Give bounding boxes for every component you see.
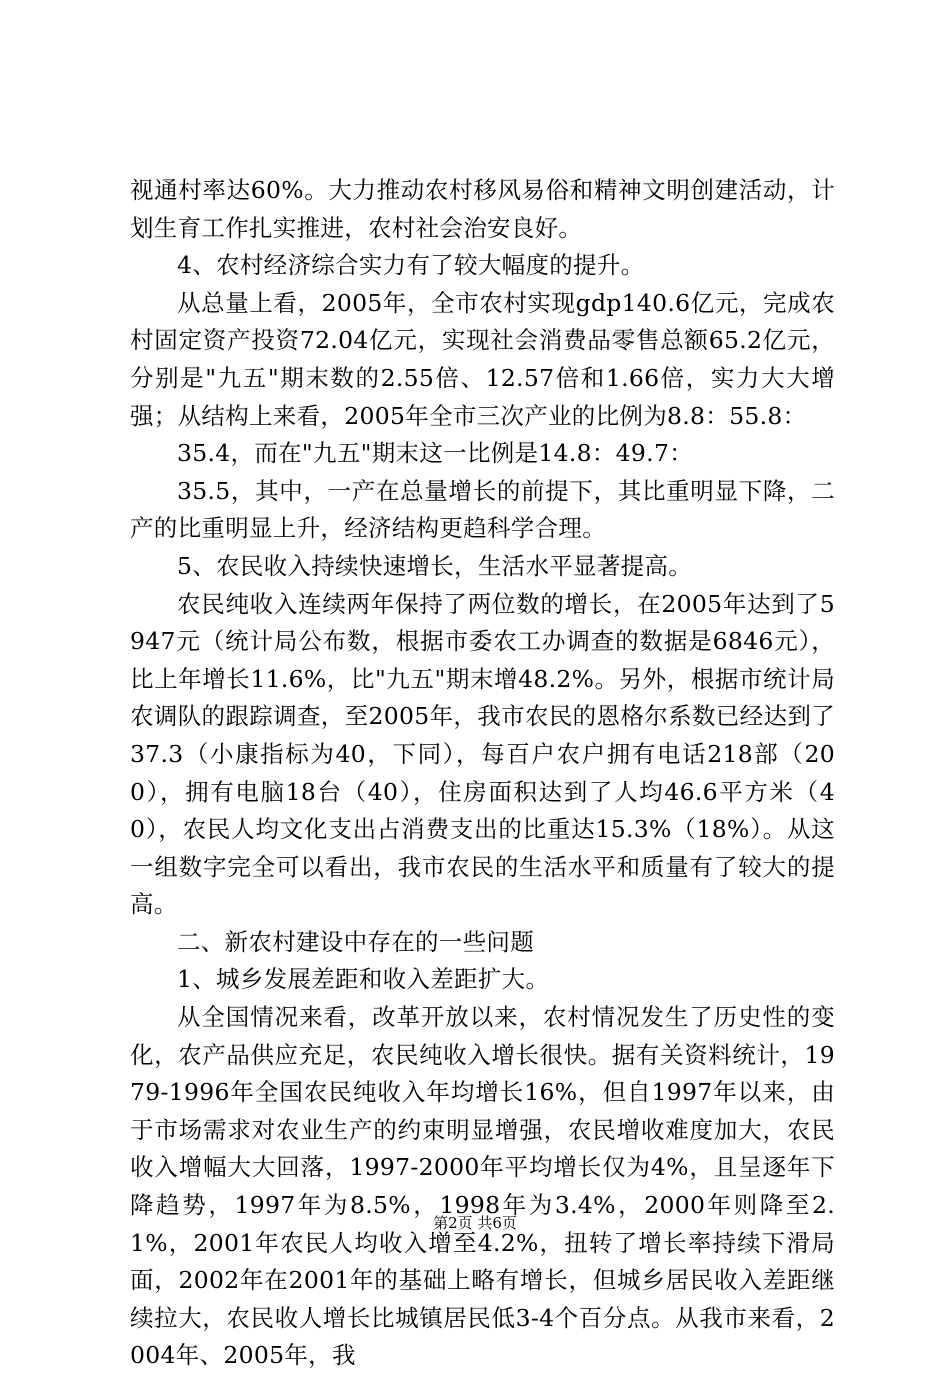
paragraph-7: 农民纯收入连续两年保持了两位数的增长，在2005年达到了5947元（统计局公布数，根据市委农工办调查的数据是6846元），比上年增长11.6%，比"九五"期末增48.2%。另外，根据市统计局农调队的跟踪调查，至2005年，我市农民的恩格尔系数已经达到了37.3（小康指标为40，下同），每百户农户拥有电话218部（200），拥有电脑18台（40），住房面积达到了人均46.6平方米（40），农民人均文化支出占消费支出的比重达15.3%（18%）。从这一组数字完全可以看出，我市农民的生活水平和质量有了较大的提高。 <box>130 589 835 919</box>
paragraph-2: 4、农村经济综合实力有了较大幅度的提升。 <box>177 251 645 280</box>
page-footer: 第2页 共6页 <box>433 1214 517 1232</box>
paragraph-10: 从全国情况来看，改革开放以来，农村情况发生了历史性的变化，农产品供应充足，农民纯收入增长很快。据有关资料统计，1979-1996年全国农民纯收入年均增长16%，但自1997年以来，由于市场需求对农业生产的约束明显增强，农民增收难度加大，农民收入增幅大大回落，1997-2000年平均增长仅为4%，且呈逐年下降趋势，1997年为8.5%，1998年为3.4%，2000年则降至2.1%，2001年农民人均收入增至4.2%，扭转了增长率持续下滑局面，2002年在2001年的基础上略有增长，但城乡居民收入差距继续拉大，农民收人增长比城镇居民低3-4个百分点。从我市来看，2004年、2005年，我 <box>130 1003 835 1370</box>
paragraph-5: 35.5，其中，一产在总量增长的前提下，其比重明显下降，二产的比重明显上升，经济结构更趋科学合理。 <box>130 476 835 543</box>
paragraph-4: 35.4，而在"九五"期末这一比例是14.8：49.7： <box>177 439 693 468</box>
paragraph-3: 从总量上看，2005年，全市农村实现gdp140.6亿元，完成农村固定资产投资72.04亿元，实现社会消费品零售总额65.2亿元，分别是"九五"期末数的2.55倍、12.57倍和1.66倍，实力大大增强；从结构上来看，2005年全市三次产业的比例为8.8：55.8： <box>130 288 835 430</box>
paragraph-6: 5、农民收入持续快速增长，生活水平显著提高。 <box>177 551 693 580</box>
section-heading: 二、新农村建设中存在的一些问题 <box>177 927 534 956</box>
document-body <box>130 172 835 1375</box>
paragraph-9: 1、城乡发展差距和收入差距扩大。 <box>177 965 550 994</box>
paragraph-1: 视通村率达60%。大力推动农村移风易俗和精神文明创建活动，计划生育工作扎实推进，农村社会治安良好。 <box>130 176 835 242</box>
